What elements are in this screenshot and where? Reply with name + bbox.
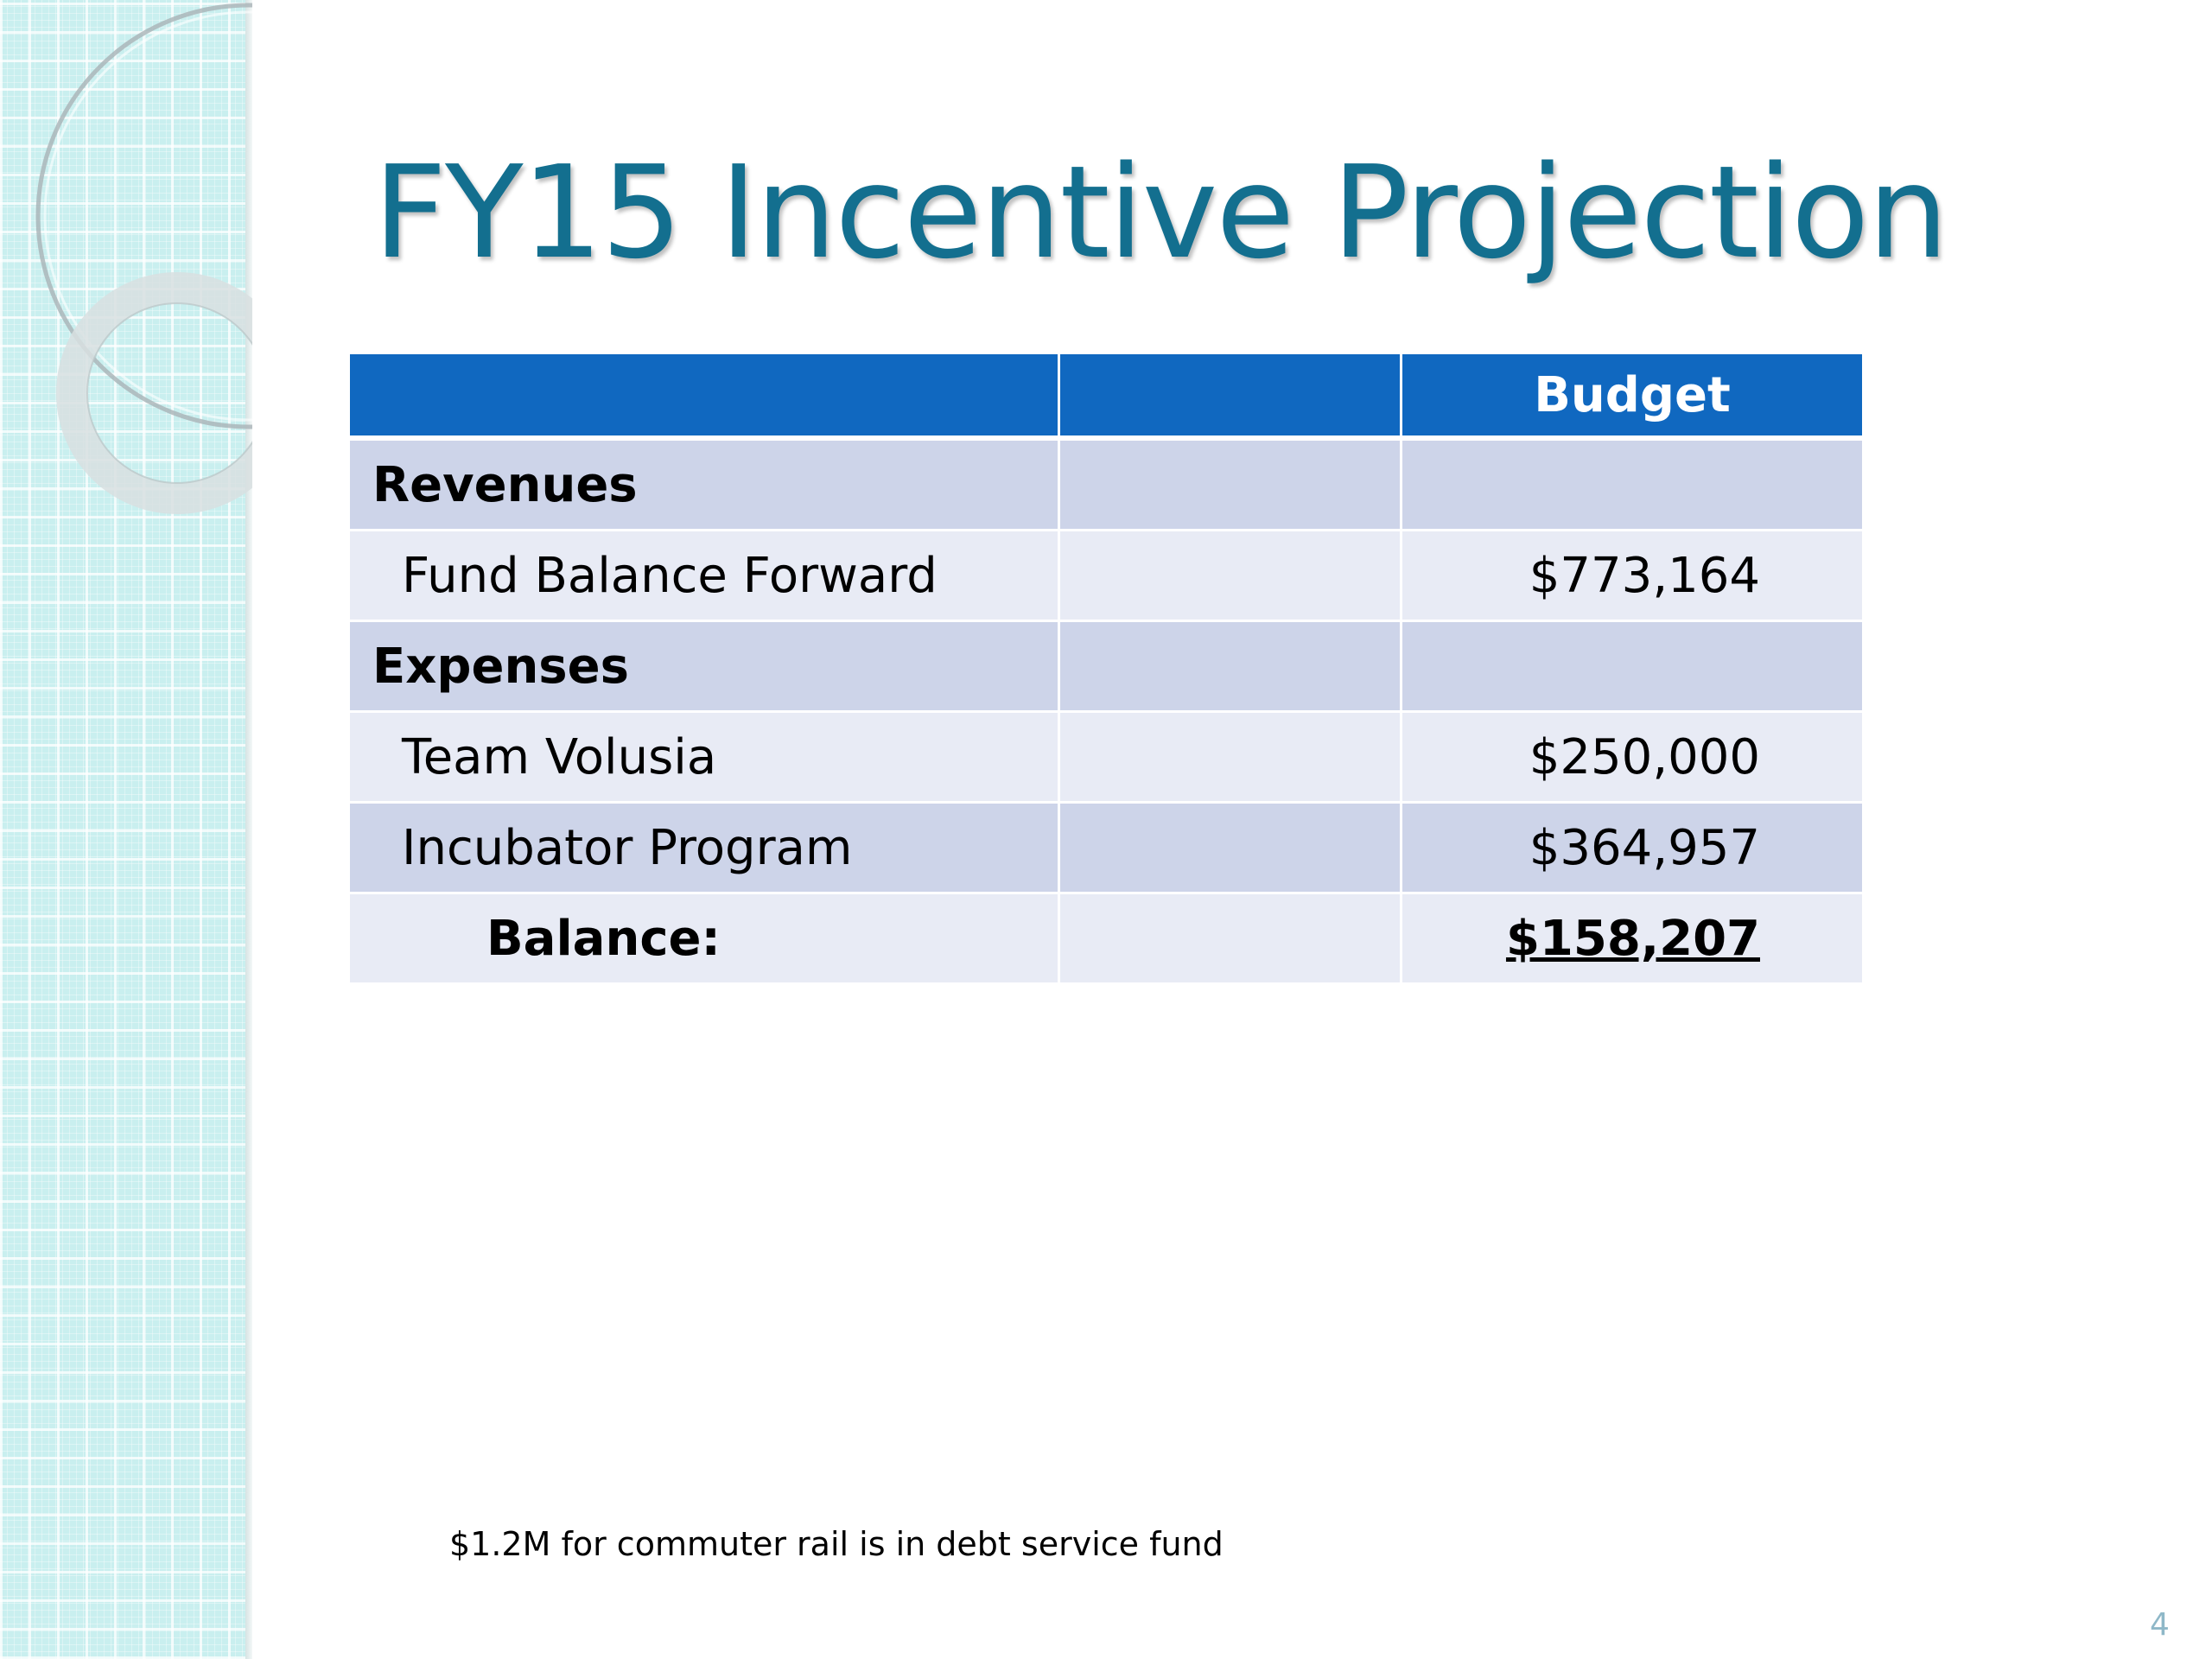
row-label: Incubator Program — [350, 804, 1060, 894]
table-row-incubator-program — [350, 804, 1862, 894]
balance-total-value: $158,207 — [1402, 894, 1862, 985]
row-middle — [1060, 531, 1402, 622]
row-middle — [1060, 622, 1402, 713]
small-ring-edge — [87, 303, 252, 483]
row-middle — [1060, 713, 1402, 804]
header-cell-middle — [1060, 354, 1402, 441]
table-row-fund-balance-forward — [350, 531, 1862, 622]
budget-table — [350, 354, 1862, 985]
row-value: $773,164 — [1402, 531, 1862, 622]
row-label: Revenues — [350, 441, 1060, 531]
small-ring — [72, 288, 252, 499]
table-row-revenues — [350, 441, 1862, 531]
row-value: $364,957 — [1402, 804, 1862, 894]
slide-number: 4 — [2150, 1607, 2170, 1643]
table-row-team-volusia — [350, 713, 1862, 804]
row-label: Fund Balance Forward — [350, 531, 1060, 622]
decorative-rings — [0, 0, 252, 553]
row-value — [1402, 622, 1862, 713]
table-header-row — [350, 354, 1862, 441]
header-cell-label — [350, 354, 1060, 441]
row-label: Expenses — [350, 622, 1060, 713]
row-label: Team Volusia — [350, 713, 1060, 804]
row-value: $250,000 — [1402, 713, 1862, 804]
row-middle — [1060, 441, 1402, 531]
slide-title: FY15 Incentive Projection — [373, 138, 1948, 287]
row-value — [1402, 441, 1862, 531]
footnote: $1.2M for commuter rail is in debt service fund — [449, 1525, 1224, 1563]
row-middle — [1060, 894, 1402, 985]
row-label: Balance: — [350, 894, 1060, 985]
table-row-balance — [350, 894, 1862, 985]
row-middle — [1060, 804, 1402, 894]
table-row-expenses — [350, 622, 1862, 713]
header-cell-budget: Budget — [1402, 354, 1862, 441]
